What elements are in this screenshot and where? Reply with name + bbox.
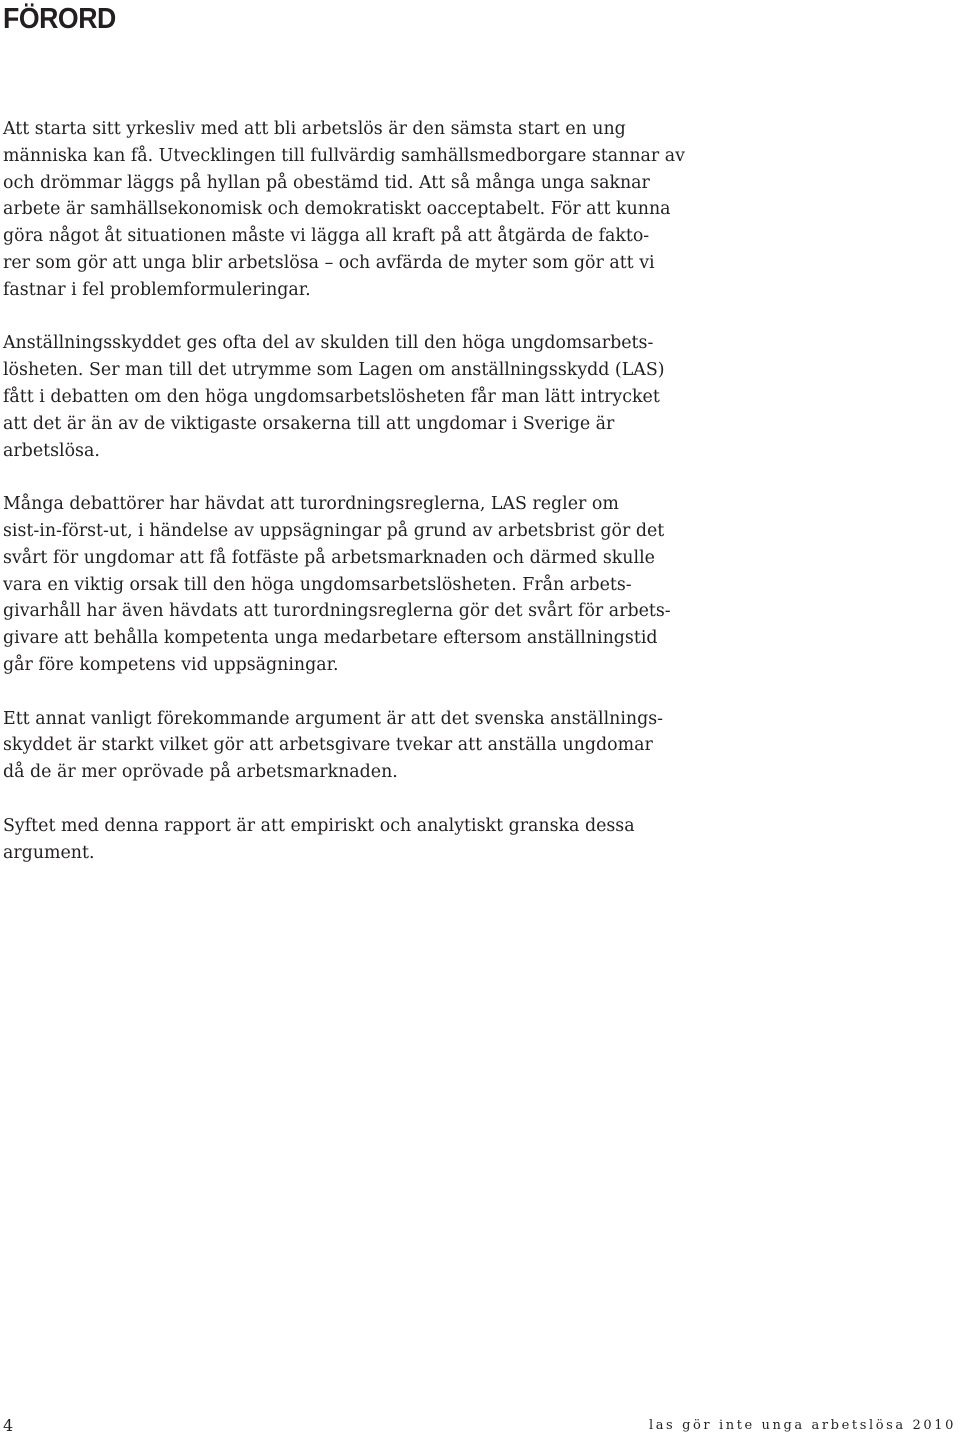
text-line: skyddet är starkt vilket gör att arbetsgivare tvekar att anställa ungdomar [3,735,653,756]
text-line: Ett annat vanligt förekommande argument är att det svenska anställnings- [3,708,664,729]
paragraph-3 [3,491,723,679]
text-line: givarhåll har även hävdats att turordningsreglerna gör det svårt för arbets- [3,601,671,622]
text-line: rer som gör att unga blir arbetslösa – och avfärda de myter som gör att vi [3,252,655,273]
paragraph-4 [3,706,723,786]
text-line: Att starta sitt yrkesliv med att bli arbetslös är den sämsta start en ung [3,119,626,139]
text-line: då de är mer oprövade på arbetsmarknaden. [3,762,398,783]
text-line: Anställningsskyddet ges ofta del av skulden till den höga ungdomsarbets- [3,333,654,354]
text-line: fått i debatten om den höga ungdomsarbetslösheten får man lätt intrycket [3,386,660,407]
paragraph-5 [3,813,723,867]
text-line: och drömmar läggs på hyllan på obestämd tid. Att så många unga saknar [3,172,650,193]
text-line: lösheten. Ser man till det utrymme som Lagen om anställningsskydd (LAS) [3,360,665,381]
text-line: arbetslösa. [3,440,100,461]
paragraph-2 [3,330,723,464]
text-line: fastnar i fel problemformuleringar. [3,279,311,300]
page-number: 4 [3,1416,14,1435]
paragraph-1 [3,116,723,304]
text-line: svårt för ungdomar att få fotfäste på arbetsmarknaden och därmed skulle [3,547,655,568]
running-title: las gör inte unga arbetslösa 2010 [648,1418,956,1433]
text-line: sist-in-först-ut, i händelse av uppsägningar på grund av arbetsbrist gör det [3,520,665,541]
text-line: att det är än av de viktigaste orsakerna till att ungdomar i Sverige är [3,413,615,434]
body-text [3,116,723,893]
text-line: argument. [3,842,95,863]
text-line: vara en viktig orsak till den höga ungdomsarbetslösheten. Från arbets- [3,574,632,595]
page-footer [0,1416,960,1436]
text-line: Många debattörer har hävdat att turordningsreglerna, LAS regler om [3,494,619,515]
text-line: arbete är samhällsekonomisk och demokratiskt oacceptabelt. För att kunna [3,199,671,220]
text-line: göra något åt situationen måste vi lägga all kraft på att åtgärda de fakto- [3,226,650,247]
page-title: FÖRORD [3,3,116,35]
text-line: går före kompetens vid uppsägningar. [3,654,339,675]
text-line: givare att behålla kompetenta unga medarbetare eftersom anställningstid [3,628,658,649]
text-line: människa kan få. Utvecklingen till fullvärdig samhällsmedborgare stannar av [3,145,685,166]
text-line: Syftet med denna rapport är att empiriskt och analytiskt granska dessa [3,815,635,836]
